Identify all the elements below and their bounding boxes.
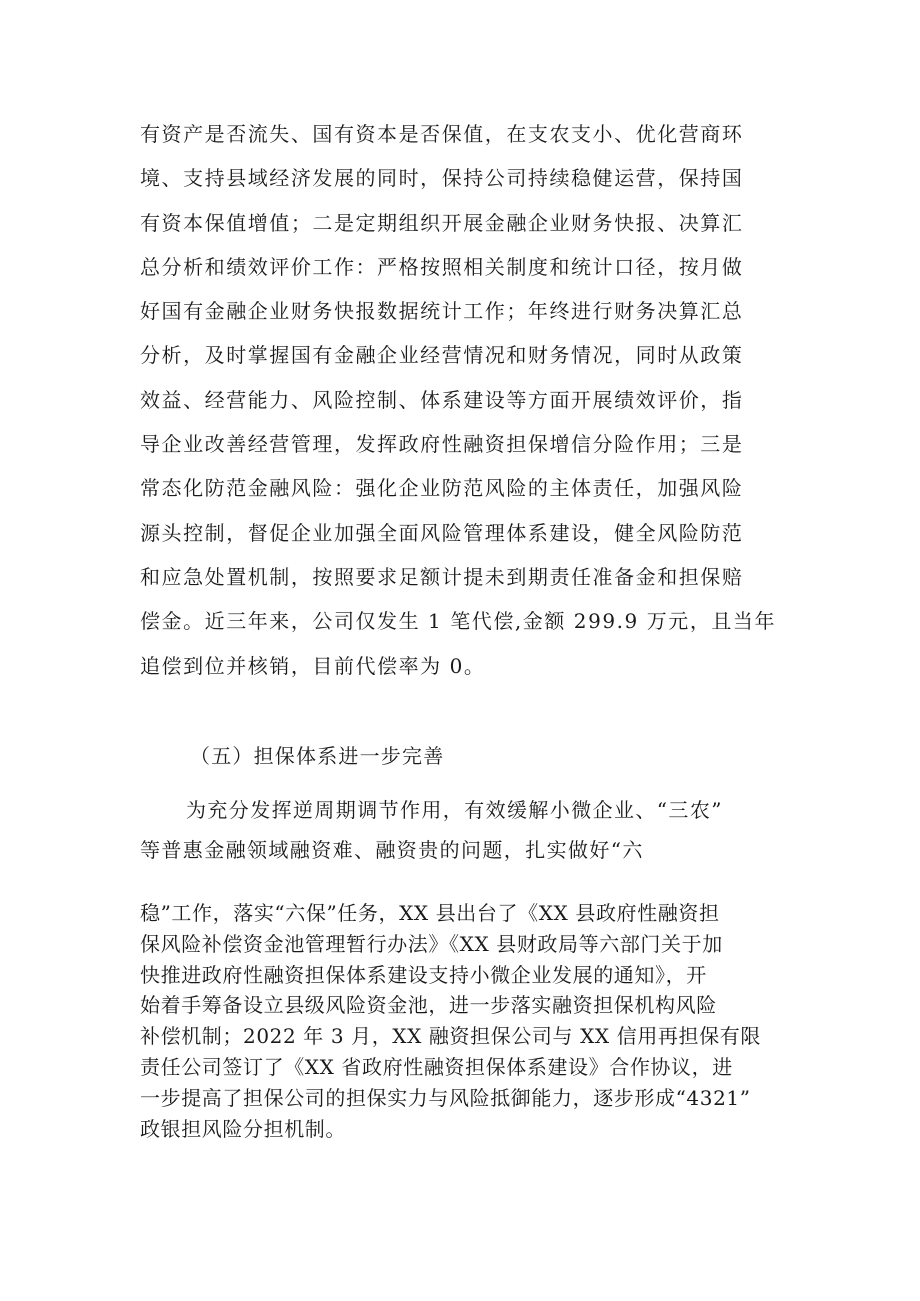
text-line: 总分析和绩效评价工作：严格按照相关制度和统计口径，按月做 bbox=[140, 254, 744, 279]
paragraph-continuation bbox=[140, 112, 800, 688]
text-line: 为充分发挥逆周期调节作用，有效缓解小微企业、“三农” bbox=[186, 798, 723, 822]
text-line: 稳”工作，落实“六保”任务，XX 县出台了《XX 县政府性融资担 bbox=[140, 901, 720, 925]
text-line: 和应急处置机制，按照要求足额计提未到期责任准备金和担保赔 bbox=[140, 564, 744, 589]
text-line: 源头控制，督促企业加强全面风险管理体系建设，健全风险防范 bbox=[140, 520, 744, 545]
text-line: 政银担风险分担机制。 bbox=[140, 1116, 346, 1141]
text-line: 效益、经营能力、风险控制、体系建设等方面开展绩效评价，指 bbox=[140, 387, 744, 412]
text-line: 导企业改善经营管理，发挥政府性融资担保增信分险作用；三是 bbox=[140, 432, 744, 457]
text-line: 好国有金融企业财务快报数据统计工作；年终进行财务决算汇总 bbox=[140, 299, 744, 324]
text-line: 责任公司签订了《XX 省政府性融资担保体系建设》合作协议，进 bbox=[140, 1054, 733, 1079]
text-line: 常态化防范金融风险：强化企业防范风险的主体责任，加强风险 bbox=[140, 476, 744, 501]
text-line: 有资本保值增值；二是定期组织开展金融企业财务快报、决算汇 bbox=[140, 210, 744, 235]
text-line: 分析，及时掌握国有金融企业经营情况和财务情况，同时从政策 bbox=[140, 343, 744, 368]
text-line: 偿金。近三年来，公司仅发生 1 笔代偿,金额 299.9 万元，且当年 bbox=[140, 609, 777, 634]
paragraph-intro bbox=[140, 790, 800, 870]
paragraph-dense bbox=[140, 898, 810, 1144]
text-line: 快推进政府性融资担保体系建设支持小微企业发展的通知》，开 bbox=[140, 962, 707, 987]
text-line: 有资产是否流失、国有资本是否保值，在支农支小、优化营商环 bbox=[140, 122, 744, 146]
text-line: 一步提高了担保公司的担保实力与风险抵御能力，逐步形成“4321” bbox=[140, 1085, 751, 1110]
section-heading: （五）担保体系进一步完善 bbox=[190, 744, 445, 768]
text-line: 始着手筹备设立县级风险资金池，进一步落实融资担保机构风险 bbox=[140, 993, 717, 1018]
text-line: 境、支持县域经济发展的同时，保持公司持续稳健运营，保持国 bbox=[140, 166, 744, 191]
text-line: 补偿机制；2022 年 3 月，XX 融资担保公司与 XX 信用再担保有限 bbox=[140, 1024, 761, 1049]
text-line: 保风险补偿资金池管理暂行办法》《XX 县财政局等六部门关于加 bbox=[140, 931, 723, 956]
text-line: 追偿到位并核销，目前代偿率为 0。 bbox=[140, 653, 486, 678]
text-line: 等普惠金融领域融资难、融资贵的问题，扎实做好“六 bbox=[140, 838, 644, 862]
